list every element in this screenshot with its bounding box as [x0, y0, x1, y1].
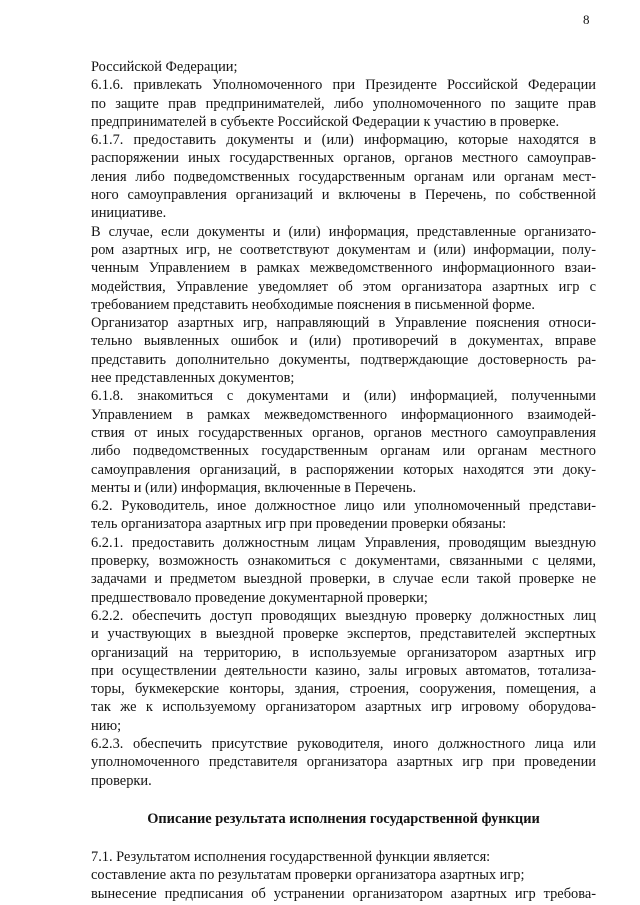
paragraph-block-bottom — [91, 848, 596, 903]
text-line: Управлением в рамках межведомственного информационного взаимодей- — [91, 406, 596, 423]
text-line: В случае, если документы и (или) информация, представленные организато- — [91, 223, 596, 240]
text-line: ченным Управлением в рамках межведомственного информационного взаи- — [91, 260, 596, 277]
text-line: представить дополнительно документы, подтверждающие достоверность ра- — [91, 351, 596, 368]
paragraph-block-top — [91, 58, 596, 790]
text-line: составление акта по результатам проверки организатора азартных игр; — [91, 867, 525, 884]
text-line: 6.2.3. обеспечить присутствие руководителя, иного должностного лица или — [91, 735, 596, 752]
text-line: проверку, возможность ознакомиться с документами, связанными с целями, — [91, 553, 596, 570]
text-line: нее представленных документов; — [91, 370, 295, 387]
text-line: Российской Федерации; — [91, 59, 238, 75]
text-line: ствия от иных государственных органов, органов местного самоуправления — [91, 424, 596, 441]
text-line: нию; — [91, 717, 122, 734]
text-line: предшествовало проведение документарной проверки; — [91, 589, 428, 606]
text-line: при осуществлении деятельности казино, залы игровых автоматов, тотализа- — [91, 662, 596, 679]
text-line: тель организатора азартных игр при проведении проверки обязаны: — [91, 516, 507, 533]
text-line: предпринимателей в субъекте Российской Федерации к участию в проверке. — [91, 113, 560, 130]
text-line: менты и (или) информация, включенные в Перечень. — [91, 479, 417, 496]
text-line: либо подведомственных государственным органам или органам местного — [91, 443, 596, 460]
text-line: 6.2.2. обеспечить доступ проводящих выездную проверку должностных лиц — [91, 607, 596, 624]
text-line: так же к используемому организатором азартных игр игровому оборудова- — [91, 699, 596, 716]
text-line: 7.1. Результатом исполнения государственной функции является: — [91, 849, 491, 866]
text-line: требованием представить необходимые пояснения в письменной форме. — [91, 296, 535, 313]
text-line: инициативе. — [91, 205, 167, 222]
text-line: модействия, Управление уведомляет об этом организатора азартных игр с — [91, 278, 596, 295]
page-number: 8 — [583, 12, 590, 27]
text-line: самоуправления организаций, в распоряжении которых находятся эти доку- — [91, 461, 596, 478]
text-line: уполномоченного представителя организатора азартных игр при проведении — [91, 754, 596, 771]
text-line: 6.2. Руководитель, иное должностное лицо или уполномоченный представи- — [91, 498, 596, 515]
text-line: 6.1.6. привлекать Уполномоченного при Президенте Российской Федерации — [91, 77, 596, 94]
text-line: проверки. — [91, 772, 152, 789]
text-line: задачами и предметом выездной проверки, в случае если такой проверке не — [91, 571, 596, 588]
text-line: ром азартных игр, не соответствуют документам и (или) информации, полу- — [91, 241, 596, 258]
text-line: распоряжении иных государственных органов, органов местного самоуправ- — [91, 150, 596, 167]
text-line: торы, букмекерские конторы, здания, строения, сооружения, помещения, а — [91, 681, 596, 698]
text-line: вынесение предписания об устранении организатором азартных игр требова- — [91, 885, 596, 902]
text-line: Организатор азартных игр, направляющий в Управление пояснения относи- — [91, 315, 596, 332]
text-line: организаций на территорию, в используемые организатором азартных игр — [91, 644, 596, 661]
text-line: тельно выявленных ошибок и (или) противоречий в документах, вправе — [91, 333, 596, 350]
text-line: ного самоуправления организаций и включены в Перечень, по собственной — [91, 187, 596, 204]
text-line: и участвующих в выездной проверке экспертов, представителей экспертных — [91, 626, 596, 643]
text-line: 6.1.7. предоставить документы и (или) информацию, которые находятся в — [91, 132, 596, 149]
text-line: по защите прав предпринимателей, либо уполномоченного по защите прав — [91, 95, 596, 112]
section-heading: Описание результата исполнения государственной функции — [147, 810, 540, 827]
text-line: ления либо подведомственных государственным органам или органам мест- — [91, 168, 596, 185]
text-line: 6.1.8. знакомиться с документами и (или) информацией, полученными — [91, 388, 596, 405]
text-line: 6.2.1. предоставить должностным лицам Управления, проводящим выездную — [91, 534, 596, 551]
document-body — [91, 58, 596, 903]
